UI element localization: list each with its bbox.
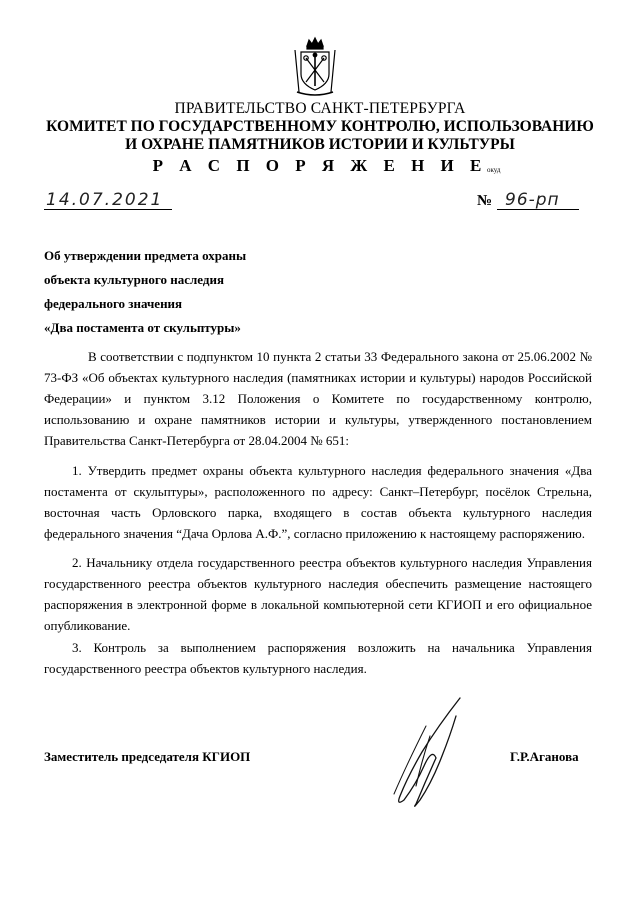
subject-line-3: федерального значения (44, 296, 183, 311)
order-item-2: 2. Начальнику отдела государственного реестра объектов культурного наследия Управления государственного реестра объектов культурного наследия обеспечить размещение настоящего распоряжения в электронной форме в локальной компьютерной сети КГИОП и его официальное опубликование. (44, 555, 592, 633)
order-item-3: 3. Контроль за выполнением распоряжения возложить на начальника Управления государственного реестра объектов культурного наследия. (44, 640, 592, 676)
subject-line-1: Об утверждении предмета охраны (44, 248, 247, 263)
committee-name-line-2: И ОХРАНЕ ПАМЯТНИКОВ ИСТОРИИ И КУЛЬТУРЫ (125, 136, 515, 153)
subject-line-2: объекта культурного наследия (44, 272, 224, 287)
document-type-title: Р А С П О Р Я Ж Е Н И Е (152, 156, 488, 175)
document-number: 96-рп (505, 190, 560, 210)
committee-name-line-1: КОМИТЕТ ПО ГОСУДАРСТВЕННОМУ КОНТРОЛЮ, ИСПОЛЬЗОВАНИЮ (46, 118, 594, 135)
handwritten-signature-icon (386, 696, 466, 812)
committee-name (0, 118, 640, 154)
coat-of-arms-icon (289, 36, 341, 98)
signatory-name: Г.Р.Аганова (510, 749, 579, 764)
document-date: 14.07.2021 (46, 190, 164, 210)
signatory-position: Заместитель председателя КГИОП (44, 749, 251, 764)
order-item-1: 1. Утвердить предмет охраны объекта культурного наследия федерального значения «Два постамента от скульптуры», расположенного по адресу: Санкт–Петербург, посёлок Стрельна, восточная часть Орловского парка, входящего в состав объекта культурного наследия федерального значения “Дача Орлова А.Ф.”, согласно приложению к настоящему распоряжению. (44, 463, 592, 541)
preamble-paragraph: В соответствии с подпунктом 10 пункта 2 статьи 33 Федерального закона от 25.06.2002 № 73-ФЗ «Об объектах культурного наследия (памятниках истории и культуры) народов Российской Федерации» и пунктом 3.12 Положения о Комитете по государственному контролю, использованию и охране памятников истории и культуры, утвержденного постановлением Правительства Санкт-Петербурга от 28.04.2004 № 651: (44, 349, 592, 448)
okud-label: окуд (487, 166, 501, 174)
government-name: ПРАВИТЕЛЬСТВО САНКТ-ПЕТЕРБУРГА (174, 100, 466, 117)
document-subject (44, 244, 246, 340)
number-label: № (477, 193, 493, 209)
subject-line-4: «Два постамента от скульптуры» (44, 320, 241, 335)
